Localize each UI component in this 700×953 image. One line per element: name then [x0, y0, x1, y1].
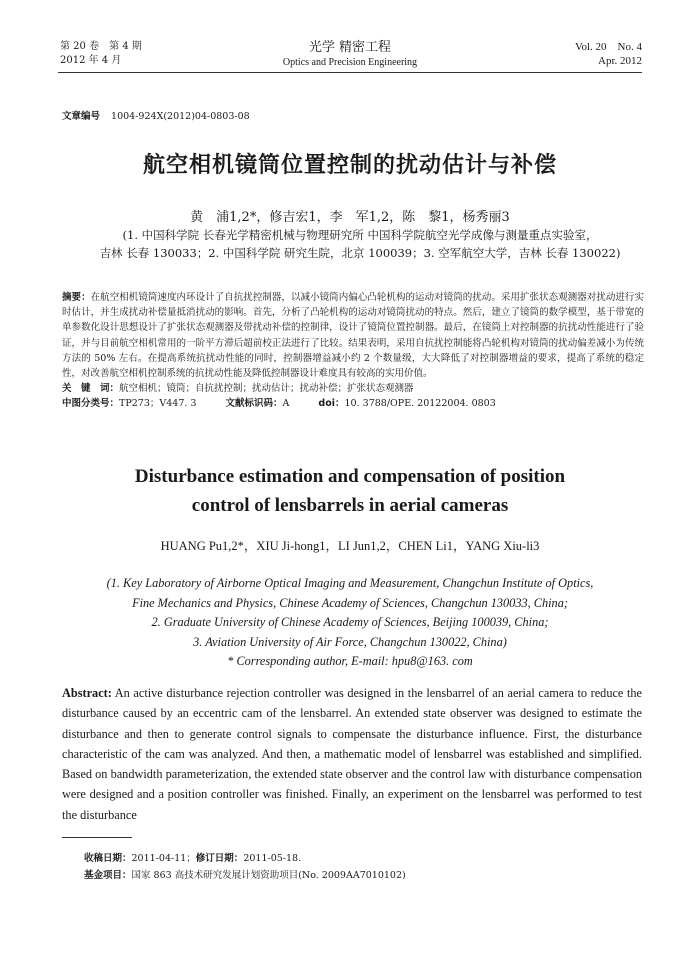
en-affiliation-line: (1. Key Laboratory of Airborne Optical Imaging and Measurement, Changchun Institute of Optics, [106, 576, 594, 590]
journal-date-en: Apr. 2012 [598, 55, 642, 67]
en-title [0, 462, 700, 520]
journal-date: 2012 年 4 月 [60, 55, 122, 66]
received-label: 收稿日期： [84, 853, 132, 864]
en-abstract-text: An active disturbance rejection controller was designed in the lensbarrel of an aerial camera to reduce the disturbance caused by an eccentric cam of the lensbarrel. An extended state observer was designed to estimate the disturbance and then to generate control signals to compensate the disturbance influence. First, the disturbance characteristic of the cam was analyzed. And then, a mathematic model of lensbarrel was established and simplified. Based on bandwidth parameterization, the extended state observer and the control law with disturbance compensation were designed and a position controller was finished. Finally, an experiment on the lensbarrel was performed to test the disturbance [62, 686, 642, 822]
header-right [575, 40, 642, 68]
en-affiliation-line: Fine Mechanics and Physics, Chinese Academy of Sciences, Changchun 130033, China; [132, 595, 568, 610]
en-abstract [62, 683, 642, 825]
fund-label: 基金项目： [84, 870, 132, 881]
cn-affiliations [80, 226, 640, 262]
footnote-dates [84, 850, 301, 867]
en-title-line: Disturbance estimation and compensation of position [134, 466, 566, 487]
revised-value: 2011-05-18. [243, 853, 302, 864]
header-rule [58, 72, 642, 73]
cn-abstract-text: 在航空相机镜筒速度内环设计了自抗扰控制器，以减小镜筒内偏心凸轮机构的运动对镜筒的扰动。采用扩张状态观测器对扰动进行实时估计，并生成扰动补偿量抵消扰动的影响。首先，分析了凸轮机构的运动对镜筒扰动的特点。然后，建立了镜筒的数学模型，基于带宽的单参数化设计思想设计了扩张状态观测器及带扰动补偿的控制律，设计了镜筒位置控制器。最后，在镜筒上对控制器的抗扰动性能进行了验证，并与目前航空相机常用的一阶平方滞后超前校正法进行了比较。结果表明，采用自抗扰控制能将凸轮机构对镜筒的扰动偏差减小为传统方法的 50% 左右。在提高系统抗扰动性能的同时，控制器增益减小约 2 个数量级，大大降低了对控制器增益的要求，提高了系统的稳定性，对改善航空相机控制系统的抗扰动性能及降低控制器设计难度具有较高的实用价值。 [62, 292, 644, 380]
corresponding-author: * Corresponding author, E-mail: hpu8@163. com [227, 654, 473, 669]
received-value: 2011-04-11； [131, 853, 196, 864]
cn-classification [62, 396, 644, 411]
clc-label: 中图分类号： [62, 398, 120, 410]
cn-title: 航空相机镜筒位置控制的扰动估计与补偿 [142, 153, 557, 178]
en-affiliation-line: 2. Graduate University of Chinese Academy of Sciences, Beijing 100039, China; [151, 615, 549, 630]
en-title-line: control of lensbarrels in aerial cameras [191, 495, 509, 516]
en-affiliation-line: 3. Aviation University of Air Force, Changchun 130022, China) [193, 634, 507, 649]
journal-vol-no-en: Vol. 20 No. 4 [574, 41, 642, 53]
en-authors: HUANG Pu1,2*，XIU Ji-hong1，LI Jun1,2，CHEN Li1，YANG Xiu-li3 [160, 539, 540, 553]
cn-abstract-label: 摘要： [62, 292, 91, 303]
fund-value: 国家 863 高技术研究发展计划资助项目(No. 2009AA7010102) [131, 870, 406, 881]
cn-abstract [62, 290, 644, 412]
doc-code-label: 文献标识码： [225, 398, 283, 410]
en-affiliations [40, 574, 660, 672]
footnote-rule [62, 837, 132, 838]
revised-label: 修订日期： [195, 853, 244, 864]
cn-keywords-label: 关 键 词： [62, 383, 120, 395]
journal-name-en: Optics and Precision Engineering [282, 57, 418, 68]
doi-label: doi： [318, 398, 345, 410]
footnote-fund [84, 867, 406, 884]
cn-keywords-text: 航空相机；镜筒；自抗扰控制；扰动估计；扰动补偿；扩张状态观测器 [119, 383, 414, 395]
journal-volume-issue: 第 20 卷 第 4 期 [60, 41, 142, 52]
doc-code-value: A [282, 398, 290, 410]
cn-affiliation-line: 吉林 长春 130033；2. 中国科学院 研究生院，北京 100039；3. 空军航空大学，吉林 长春 130022) [99, 246, 621, 260]
article-number [62, 108, 250, 122]
cn-authors: 黄 浦1,2*，修吉宏1，李 军1,2，陈 黎1，杨秀丽3 [190, 210, 510, 225]
article-number-label: 文章编号 [62, 111, 101, 122]
journal-name-cn: 光学 精密工程 [308, 40, 392, 55]
cn-keywords [62, 381, 644, 396]
article-number-value: 1004-924X(2012)04-0803-08 [111, 111, 250, 122]
clc-value: TP273；V447. 3 [119, 398, 197, 410]
doi-value: 10. 3788/OPE. 20122004. 0803 [344, 398, 496, 410]
cn-affiliation-line: (1. 中国科学院 长春光学精密机械与物理研究所 中国科学院航空光学成像与测量重点实验室， [122, 228, 598, 242]
en-abstract-label: Abstract: [62, 686, 112, 700]
